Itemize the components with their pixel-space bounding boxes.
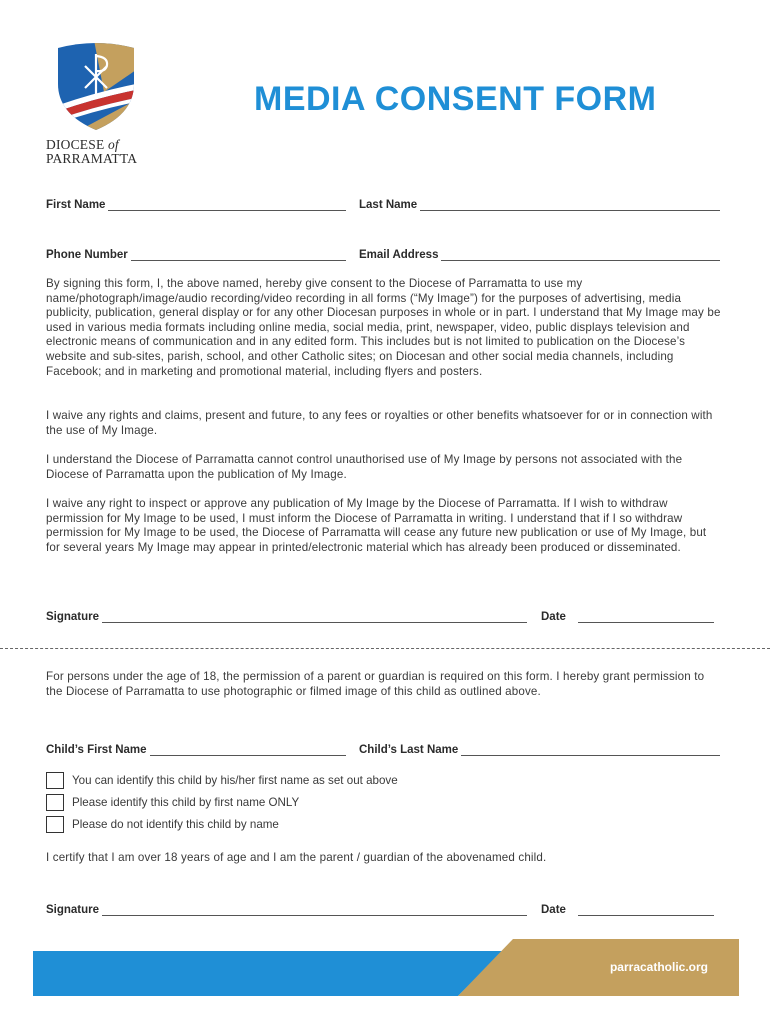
checkbox[interactable] — [46, 772, 64, 789]
first-name-label: First Name — [46, 199, 106, 211]
guardian-date-line[interactable] — [578, 904, 714, 916]
guardian-signature-line[interactable] — [102, 904, 527, 916]
checkbox-option-do-not-identify[interactable] — [46, 816, 279, 833]
checkbox-label: Please identify this child by first name ONLY — [72, 796, 300, 809]
checkbox[interactable] — [46, 816, 64, 833]
page-title: MEDIA CONSENT FORM — [254, 80, 657, 118]
phone-line[interactable] — [131, 249, 346, 261]
date-line[interactable] — [578, 611, 714, 623]
last-name-line[interactable] — [420, 199, 720, 211]
checkbox-label: Please do not identify this child by name — [72, 818, 279, 831]
cut-line-divider — [0, 648, 770, 649]
child-first-name-line[interactable] — [150, 744, 346, 756]
email-label: Email Address — [359, 249, 439, 261]
first-name-line[interactable] — [108, 199, 346, 211]
signature-label: Signature — [46, 611, 100, 623]
date-field[interactable] — [541, 611, 714, 623]
checkbox-option-first-name-as-above[interactable] — [46, 772, 398, 789]
consent-paragraph: By signing this form, I, the above named, hereby give consent to the Diocese of Parramatta to use my name/photograph/image/audio recording/video recording in all forms (“My Image”) for the purposes of advertising, media publicity, publication, general display or for any other Diocesan purposes in whole or in part. I understand that My Image may be used in various media formats including online media, social media, print, newspaper, video, public displays television and electronic means of communication and in any edited form. This includes but is not limited to publication on the Diocese’s website and sub-sites, parish, school, and other Catholic sites; on Diocesan and other social media channels, including Facebook; and in marketing and promotional material, including flyers and posters. — [46, 277, 721, 378]
phone-label: Phone Number — [46, 249, 128, 261]
unauthorised-use-paragraph: I understand the Diocese of Parramatta cannot control unauthorised use of My Image by persons not associated with the Diocese of Parramatta upon the publication of My Image. — [46, 453, 683, 481]
child-last-name-line[interactable] — [461, 744, 720, 756]
last-name-field[interactable] — [359, 199, 720, 211]
guardian-signature-label: Signature — [46, 904, 100, 916]
website-link[interactable]: parracatholic.org — [609, 960, 708, 974]
child-first-name-field[interactable] — [46, 744, 346, 756]
certification-paragraph: I certify that I am over 18 years of age and I am the parent / guardian of the abovenamed child. — [46, 851, 547, 864]
shield-crest-icon — [56, 40, 136, 132]
email-field[interactable] — [359, 249, 720, 261]
last-name-label: Last Name — [359, 199, 418, 211]
guardian-signature-field[interactable] — [46, 904, 527, 916]
phone-field[interactable] — [46, 249, 346, 261]
guardian-date-field[interactable] — [541, 904, 714, 916]
footer-blue-band — [33, 951, 503, 996]
diocese-logo — [46, 40, 156, 166]
withdrawal-paragraph: I waive any right to inspect or approve any publication of My Image by the Diocese of Parramatta. If I wish to withdraw permission for My Image to be used, I must inform the Diocese of Parramatta in writing. I understand that if I so withdraw permission for My Image to be used, the Diocese of Parramatta will cease any future new publication or use of My Image, but for several years My Image may appear in printed/electronic material which has already been produced or disseminated. — [46, 497, 707, 554]
guardian-date-label: Date — [541, 904, 566, 916]
email-line[interactable] — [441, 249, 720, 261]
checkbox[interactable] — [46, 794, 64, 811]
first-name-field[interactable] — [46, 199, 346, 211]
checkbox-label: You can identify this child by his/her first name as set out above — [72, 774, 398, 787]
child-first-name-label: Child’s First Name — [46, 744, 147, 756]
signature-field[interactable] — [46, 611, 527, 623]
logo-wordmark: DIOCESE of PARRAMATTA — [46, 137, 138, 166]
child-last-name-label: Child’s Last Name — [359, 744, 459, 756]
checkbox-option-first-name-only[interactable] — [46, 794, 299, 811]
guardian-paragraph: For persons under the age of 18, the permission of a parent or guardian is required on this form. I hereby grant permission to the Diocese of Parramatta to use photographic or filmed image of this child as outlined above. — [46, 670, 705, 698]
child-last-name-field[interactable] — [359, 744, 720, 756]
signature-line[interactable] — [102, 611, 527, 623]
date-label: Date — [541, 611, 566, 623]
waiver-paragraph: I waive any rights and claims, present and future, to any fees or royalties or other benefits whatsoever for or in connection with the use of My Image. — [46, 409, 713, 437]
